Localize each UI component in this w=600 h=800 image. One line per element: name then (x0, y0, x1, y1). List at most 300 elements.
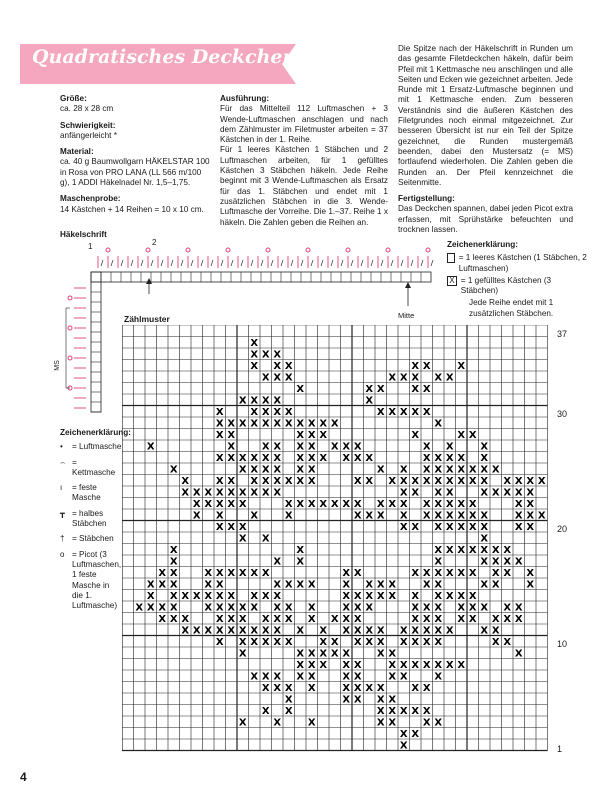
filled-cell: X (514, 602, 523, 614)
filled-cell: X (215, 418, 224, 430)
filled-cell: X (514, 487, 523, 499)
filled-cell: X (319, 648, 328, 660)
filled-cell: X (468, 602, 477, 614)
filled-cell: X (422, 717, 431, 729)
filled-cell: X (227, 522, 236, 533)
filled-cell: X (399, 729, 408, 740)
instructions-p1: Für das Mittelteil 112 Luftmaschen + 3 Wende-Luftmaschen anschlagen und nach dem Zählmuster im Filetmuster arbeiten = 37 Kästchen in der 1. Reihe. (220, 104, 388, 145)
filled-cell: X (169, 591, 178, 602)
filled-cell: X (204, 602, 213, 614)
filled-cell: X (422, 625, 431, 637)
filled-cell: X (468, 464, 477, 476)
filled-cell: X (376, 625, 385, 637)
filled-cell: X (411, 729, 420, 740)
filled-cell: X (526, 510, 535, 522)
specs-column (60, 94, 210, 221)
stitch-mark (421, 260, 423, 266)
filled-cell: X (227, 441, 236, 453)
filled-cell: X (296, 545, 305, 556)
filled-cell: X (468, 510, 477, 522)
size-value: ca. 28 x 28 cm (60, 104, 114, 114)
filled-cell: X (261, 441, 270, 453)
filled-cell: X (273, 717, 282, 729)
filled-cell: X (365, 602, 374, 614)
filled-cell: X (353, 568, 362, 579)
filled-cell: X (261, 349, 270, 361)
stitch-mark (411, 260, 413, 266)
stitch-mark (251, 260, 253, 266)
filled-cell: X (365, 625, 374, 637)
filled-cell: X (250, 338, 259, 349)
filled-cell: X (307, 614, 316, 625)
filled-cell: X (365, 579, 374, 591)
filled-cell: X (422, 453, 431, 464)
filled-cell: X (503, 602, 512, 614)
filled-cell: X (261, 683, 270, 694)
legend-stitch-label: = Luftmasche (72, 442, 122, 452)
row-number: 10 (557, 639, 568, 649)
filled-cell: X (342, 441, 351, 453)
legend-stitches-heading: Zeichenerklärung: (60, 428, 131, 437)
filled-cell: X (491, 625, 500, 637)
filled-cell: X (434, 522, 443, 533)
filled-cell: X (491, 545, 500, 556)
filled-cell: X (215, 476, 224, 487)
stitch-mark (121, 260, 123, 266)
filled-cell: X (457, 453, 466, 464)
filled-cell: X (376, 717, 385, 729)
stitch-mark (141, 260, 143, 266)
filled-cell: X (422, 361, 431, 372)
filled-cell: X (434, 510, 443, 522)
filled-cell: X (399, 510, 408, 522)
filled-cell: X (307, 464, 316, 476)
filled-cell: X (445, 487, 454, 499)
filled-cell: X (250, 361, 259, 372)
filled-cell: X (353, 637, 362, 648)
picot-mark (146, 248, 150, 252)
filled-cell: X (365, 384, 374, 395)
filled-cell: X (457, 602, 466, 614)
stitch-mark (291, 260, 293, 266)
legend-stitch-label: = Picot (3 Luftmaschen, 1 feste Masche in die 1. Luftmasche) (72, 549, 122, 611)
filled-cell: X (526, 499, 535, 510)
filled-cell: X (445, 464, 454, 476)
filled-cell: X (158, 579, 167, 591)
filled-cell: X (365, 453, 374, 464)
filled-cell: X (422, 568, 431, 579)
legend-stitches (60, 428, 131, 616)
legend-stitch-label: = feste Masche (72, 483, 101, 503)
filled-cell: X (434, 418, 443, 430)
filet-grid (122, 325, 552, 765)
filled-cell: X (284, 614, 293, 625)
filled-cell: X (514, 648, 523, 660)
filled-cell: X (250, 625, 259, 637)
filled-cell: X (399, 476, 408, 487)
filled-cell: X (273, 625, 282, 637)
filled-cell: X (181, 614, 190, 625)
filled-cell: X (399, 487, 408, 499)
filled-cell: X (261, 533, 270, 545)
stitch-mark (321, 260, 323, 266)
filled-cell: X (480, 533, 489, 545)
filled-cell: X (238, 637, 247, 648)
filled-cell: X (296, 464, 305, 476)
filled-cell: X (411, 568, 420, 579)
filled-cell: X (204, 625, 213, 637)
filled-cell: X (273, 441, 282, 453)
filled-cell: X (422, 683, 431, 694)
filled-cell: X (261, 625, 270, 637)
filled-cell: X (215, 602, 224, 614)
filled-cell: X (215, 637, 224, 648)
picot-mark (346, 248, 350, 252)
filled-cell: X (445, 625, 454, 637)
filled-cell: X (238, 464, 247, 476)
filled-cell: X (192, 625, 201, 637)
filled-cell: X (215, 568, 224, 579)
filled-cell: X (468, 614, 477, 625)
filled-cell: X (215, 430, 224, 441)
filled-cell: X (526, 487, 535, 499)
filled-cell: X (227, 453, 236, 464)
legend-stitch-item (60, 550, 122, 612)
filled-cell: X (491, 487, 500, 499)
instructions-p2: Für 1 leeres Kästchen 1 Stäbchen und 2 Luftmaschen arbeiten, für 1 gefülltes Kästchen 3 Stäbchen häkeln. Jede Reihe beginnt mit 3 Wende-Luftmaschen als Ersatz für das 1. Stäbchen und endet mit 1 zusätzlichen Stäbchen in die 3. Wende-Luftmasche der Vorreihe. Die 1.–37. Reihe 1 x häkeln. Die Zahlen geben die Reihen an. (220, 145, 388, 227)
filled-cell: X (514, 614, 523, 625)
filled-cell: X (434, 464, 443, 476)
filled-cell: X (319, 499, 328, 510)
filled-cell: X (215, 579, 224, 591)
filled-cell: X (146, 591, 155, 602)
filled-cell: X (422, 660, 431, 671)
filled-cell: X (238, 533, 247, 545)
filled-cell: X (434, 453, 443, 464)
material-value: ca. 40 g Baumwollgarn HÄKELSTAR 100 in Rosa von PRO LANA (LL 566 m/100 g), 1 ADDI Häkelnadel Nr. 1,5–1,75. (60, 157, 210, 188)
filled-cell: X (445, 510, 454, 522)
filled-cell: X (227, 487, 236, 499)
filled-cell: X (215, 499, 224, 510)
filled-cell: X (238, 602, 247, 614)
filled-cell: X (434, 660, 443, 671)
filled-cell: X (457, 510, 466, 522)
filled-cell: X (480, 545, 489, 556)
center-label: Mitte (398, 311, 415, 320)
stitch-mark (331, 260, 333, 266)
filled-cell: X (514, 556, 523, 568)
filled-cell: X (261, 395, 270, 407)
legend-filet-heading: Zeichenerklärung: (447, 240, 518, 249)
filled-cell: X (376, 464, 385, 476)
filled-cell: X (215, 522, 224, 533)
filled-cell: X (411, 384, 420, 395)
filled-cell: X (215, 453, 224, 464)
filled-cell: X (457, 476, 466, 487)
filled-cell: X (250, 349, 259, 361)
filled-cell: X (261, 568, 270, 579)
filled-cell: X (238, 499, 247, 510)
filled-cell: X (204, 499, 213, 510)
filled-cell: X (365, 476, 374, 487)
filled-cell: X (411, 522, 420, 533)
filled-cell: X (342, 568, 351, 579)
filled-cell: X (353, 625, 362, 637)
filled-cell: X (434, 579, 443, 591)
stitch-mark (341, 260, 343, 266)
page-number: 4 (20, 770, 27, 784)
filled-cell: X (227, 418, 236, 430)
filled-cell: X (204, 568, 213, 579)
filled-cell: X (273, 453, 282, 464)
round-1-label: 1 (88, 242, 93, 251)
stitch-mark (131, 260, 133, 266)
stitch-mark (151, 260, 153, 266)
filled-cell: X (284, 602, 293, 614)
filled-cell: X (399, 407, 408, 418)
filled-cell: X (353, 660, 362, 671)
filled-cell: X (342, 648, 351, 660)
filled-cell: X (399, 499, 408, 510)
filled-cell: X (468, 545, 477, 556)
filled-cell: X (296, 441, 305, 453)
filled-cell: X (273, 418, 282, 430)
filled-cell: X (399, 671, 408, 683)
stitch-mark (281, 260, 283, 266)
filled-cell: X (457, 660, 466, 671)
filled-cell: X (434, 637, 443, 648)
filled-cell: X (503, 476, 512, 487)
filled-cell: X (411, 361, 420, 372)
filled-cell: X (238, 625, 247, 637)
filled-cell: X (422, 579, 431, 591)
filled-cell: X (169, 614, 178, 625)
filled-cell: X (480, 602, 489, 614)
filled-cell: X (284, 418, 293, 430)
filled-cell: X (399, 625, 408, 637)
filled-cell: X (238, 717, 247, 729)
filled-cell: X (399, 372, 408, 384)
stitch-mark (351, 260, 353, 266)
filled-cell: X (227, 591, 236, 602)
filled-cell: X (457, 568, 466, 579)
filled-cell: X (445, 372, 454, 384)
filled-cell: X (445, 545, 454, 556)
filled-cell: X (399, 464, 408, 476)
filled-cell: X (250, 453, 259, 464)
filled-cell: X (411, 660, 420, 671)
filled-cell: X (330, 648, 339, 660)
filled-cell: X (411, 706, 420, 717)
filled-cell: X (261, 614, 270, 625)
filled-cell: X (330, 441, 339, 453)
filled-cell: X (376, 637, 385, 648)
legend-filet (447, 240, 587, 319)
filled-cell: X (342, 683, 351, 694)
filled-cell: X (273, 556, 282, 568)
filled-cell: X (342, 660, 351, 671)
filled-cell: X (353, 591, 362, 602)
filled-cell: X (445, 499, 454, 510)
filled-cell: X (296, 660, 305, 671)
stitch-mark (171, 260, 173, 266)
filled-cell: X (388, 499, 397, 510)
filled-cell: X (238, 418, 247, 430)
filled-cell: X (353, 602, 362, 614)
page-title: Quadratisches Deckchen (32, 46, 297, 68)
filled-cell: X (434, 499, 443, 510)
filled-cell: X (227, 568, 236, 579)
filled-cell: X (307, 602, 316, 614)
picot-mark (68, 296, 72, 300)
filled-cell: X (319, 660, 328, 671)
filled-cell: X (307, 499, 316, 510)
difficulty-value: anfängerleicht * (60, 130, 117, 140)
stitch-mark (371, 260, 373, 266)
filled-cell: X (261, 453, 270, 464)
stitch-mark (221, 260, 223, 266)
filled-cell: X (376, 579, 385, 591)
counting-pattern-label: Zählmuster (124, 314, 170, 324)
stitch-mark (211, 260, 213, 266)
filled-cell: X (296, 671, 305, 683)
filled-cell: X (146, 579, 155, 591)
finishing-text: Das Deckchen spannen, dabei jeden Picot extra erfassen, mit Sprühstärke befeuchten und trocknen lassen. (398, 204, 573, 235)
filled-cell: X (480, 441, 489, 453)
filled-cell: X (273, 487, 282, 499)
filled-cell: X (526, 579, 535, 591)
stitch-mark (241, 260, 243, 266)
stitch-mark (301, 260, 303, 266)
filled-cell: X (284, 637, 293, 648)
filled-cell: X (181, 591, 190, 602)
filled-cell: X (330, 637, 339, 648)
filled-cell: X (261, 372, 270, 384)
legend-stitch-item (60, 483, 122, 504)
filled-cell: X (388, 372, 397, 384)
filled-cell: X (376, 694, 385, 706)
filled-cell: X (250, 671, 259, 683)
stitch-mark (361, 260, 363, 266)
row-number: 37 (557, 329, 568, 339)
filled-cell: X (445, 660, 454, 671)
filled-cell: X (261, 487, 270, 499)
stitch-mark (401, 260, 403, 266)
picot-mark (68, 356, 72, 360)
filled-cell: X (192, 499, 201, 510)
filled-cell: X (227, 499, 236, 510)
filled-cell: X (388, 671, 397, 683)
filled-cell: X (250, 407, 259, 418)
filled-cell: X (422, 476, 431, 487)
filled-cell: X (307, 683, 316, 694)
filled-cell: X (273, 407, 282, 418)
filled-cell: X (273, 361, 282, 372)
picot-mark (68, 326, 72, 330)
filled-cell: X (422, 441, 431, 453)
stitch-symbol-icon: • (60, 442, 63, 452)
filled-cell: X (468, 591, 477, 602)
filled-cell: X (319, 453, 328, 464)
filled-cell: X (273, 395, 282, 407)
stitch-mark (101, 260, 103, 266)
filled-cell: X (158, 602, 167, 614)
filled-cell: X (261, 591, 270, 602)
filled-cell: X (353, 453, 362, 464)
material-heading: Material: (60, 147, 94, 157)
gauge-heading: Maschenprobe: (60, 194, 121, 204)
filled-cell: X (526, 568, 535, 579)
edging-column (398, 44, 573, 235)
filled-cell: X (227, 614, 236, 625)
filled-cell: X (250, 637, 259, 648)
filled-box-icon: X (447, 276, 457, 286)
filled-cell: X (537, 510, 546, 522)
picot-mark (386, 248, 390, 252)
picot-mark (186, 248, 190, 252)
filled-cell: X (411, 591, 420, 602)
filled-cell: X (399, 740, 408, 752)
filled-cell: X (422, 706, 431, 717)
filled-cell: X (411, 407, 420, 418)
filled-cell: X (227, 602, 236, 614)
filled-cell: X (296, 625, 305, 637)
instructions-column (220, 94, 388, 228)
filled-cell: X (204, 579, 213, 591)
filled-cell: X (227, 625, 236, 637)
filled-cell: X (365, 510, 374, 522)
difficulty-heading: Schwierigkeit: (60, 120, 116, 130)
filled-cell: X (434, 671, 443, 683)
filled-cell: X (526, 476, 535, 487)
legend-stitch-item (60, 509, 122, 530)
filled-cell: X (503, 545, 512, 556)
filled-cell: X (353, 499, 362, 510)
filled-cell: X (192, 510, 201, 522)
filled-cell: X (514, 522, 523, 533)
filled-cell: X (169, 556, 178, 568)
round-2-label: 2 (152, 238, 157, 247)
size-heading: Größe: (60, 94, 87, 103)
filled-cell: X (480, 487, 489, 499)
filled-cell: X (353, 510, 362, 522)
filled-cell: X (261, 671, 270, 683)
filled-cell: X (514, 476, 523, 487)
edging-text: Die Spitze nach der Häkelschrift in Runden um das gesamte Filetdeckchen häkeln, dafür beim Pfeil mit 1 Kettmasche neu anschlingen und alle Seiten und Ecken wie gezeichnet arbeiten. Jede Runde mit 1 Ersatz-Luftmasche beginnen und mit 1 Kettmasche enden. Zum besseren Verständnis sind die äußeren Kästchen des Filetgrundes noch einmal mitgezeichnet. Zur besseren Übersicht ist nur ein Teil der Spitze gezeichnet, die Runden mustergemäß beenden, dabei den Mustersatz (= MS) fortlaufend wiederholen. Die Zahlen geben die Runden an. Der Pfeil kennzeichnet die Seitenmitte. (398, 44, 573, 187)
filled-cell: X (284, 694, 293, 706)
filled-cell: X (342, 591, 351, 602)
filled-cell: X (434, 625, 443, 637)
filled-cell: X (480, 579, 489, 591)
filled-cell: X (411, 625, 420, 637)
gauge-value: 14 Kästchen + 14 Reihen = 10 x 10 cm. (60, 204, 204, 214)
filled-cell: X (434, 545, 443, 556)
filled-cell: X (388, 648, 397, 660)
filled-cell: X (457, 430, 466, 441)
filled-cell: X (434, 476, 443, 487)
filled-cell: X (296, 556, 305, 568)
instructions-heading: Ausführung: (220, 94, 270, 103)
filled-cell: X (480, 510, 489, 522)
filled-cell: X (388, 476, 397, 487)
filled-cell: X (411, 476, 420, 487)
filled-cell: X (342, 602, 351, 614)
filled-cell: X (238, 453, 247, 464)
filled-cell: X (457, 545, 466, 556)
filled-cell: X (261, 418, 270, 430)
filled-cell: X (204, 487, 213, 499)
legend-filled-box (447, 276, 587, 297)
